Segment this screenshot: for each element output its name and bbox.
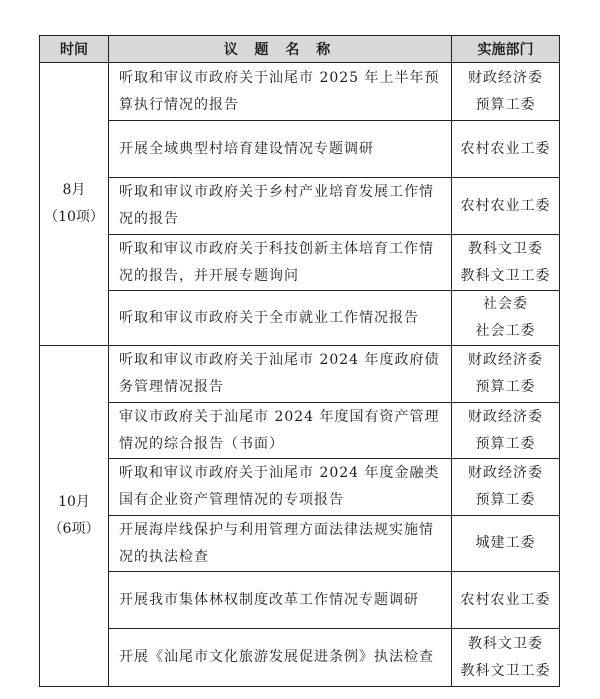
table-row <box>40 178 560 235</box>
dept-line: 社会委 <box>483 296 528 312</box>
dept-cell <box>452 516 560 572</box>
dept-line: 社会工委 <box>475 323 536 339</box>
month-cell-august <box>40 63 109 346</box>
dept-line: 预算工委 <box>475 492 536 508</box>
dept-line: 城建工委 <box>475 535 536 551</box>
dept-line: 教科文卫委 <box>468 635 543 652</box>
table-row <box>40 572 560 629</box>
topic-cell: 开展我市集体林权制度改革工作情况专题调研 <box>109 572 452 629</box>
dept-line: 教科文卫工委 <box>460 267 551 284</box>
dept-line: 财政经济委 <box>468 465 543 481</box>
dept-cell <box>452 121 560 178</box>
topic-cell: 听取和审议市政府关于汕尾市 2025 年上半年预算执行情况的报告 <box>109 63 452 121</box>
topic-cell: 听取和审议市政府关于科技创新主体培育工作情况的报告，并开展专题询问 <box>109 235 452 291</box>
dept-cell <box>452 572 560 629</box>
dept-line: 财政经济委 <box>468 69 543 86</box>
dept-cell <box>452 403 560 459</box>
header-dept: 实施部门 <box>452 36 560 63</box>
table-row <box>40 403 560 459</box>
table-row <box>40 629 560 687</box>
topic-cell: 开展全域典型村培育建设情况专题调研 <box>109 121 452 178</box>
month-count: （6项） <box>48 521 100 537</box>
dept-line: 农村农业工委 <box>460 140 551 157</box>
table-row <box>40 235 560 291</box>
dept-line: 财政经济委 <box>468 352 543 368</box>
header-topic: 议 题 名 称 <box>109 36 452 63</box>
dept-line: 教科文卫工委 <box>460 662 551 679</box>
table-row <box>40 121 560 178</box>
dept-line: 农村农业工委 <box>460 591 551 608</box>
topic-cell: 开展海岸线保护与利用管理方面法律法规实施情况的执法检查 <box>109 516 452 572</box>
topic-cell: 开展《汕尾市文化旅游发展促进条例》执法检查 <box>109 629 452 687</box>
table-row <box>40 291 560 346</box>
table-row <box>40 63 560 121</box>
dept-cell <box>452 459 560 516</box>
topic-cell: 听取和审议市政府关于汕尾市 2024 年度政府债务管理情况报告 <box>109 346 452 403</box>
table-row <box>40 516 560 572</box>
dept-cell <box>452 346 560 403</box>
topic-cell: 听取和审议市政府关于汕尾市 2024 年度金融类国有企业资产管理情况的专项报告 <box>109 459 452 516</box>
dept-line: 教科文卫委 <box>468 240 543 257</box>
month-cell-october <box>40 346 109 687</box>
month-count: （10项） <box>44 209 104 225</box>
header-time: 时间 <box>40 36 109 63</box>
topic-cell: 听取和审议市政府关于乡村产业培育发展工作情况的报告 <box>109 178 452 235</box>
month-name: 8月 <box>62 182 86 198</box>
header-row <box>40 36 560 63</box>
dept-cell <box>452 63 560 121</box>
dept-line: 预算工委 <box>475 379 536 395</box>
agenda-table <box>39 35 560 687</box>
dept-line: 预算工委 <box>475 435 536 452</box>
dept-line: 财政经济委 <box>468 408 543 425</box>
dept-cell <box>452 178 560 235</box>
dept-cell <box>452 235 560 291</box>
dept-cell <box>452 291 560 346</box>
dept-line: 农村农业工委 <box>460 197 551 214</box>
dept-line: 预算工委 <box>475 96 536 113</box>
table-row <box>40 459 560 516</box>
topic-cell: 听取和审议市政府关于全市就业工作情况报告 <box>109 291 452 346</box>
table-row <box>40 346 560 403</box>
dept-cell <box>452 629 560 687</box>
topic-cell: 审议市政府关于汕尾市 2024 年度国有资产管理情况的综合报告（书面） <box>109 403 452 459</box>
month-name: 10月 <box>58 494 90 510</box>
